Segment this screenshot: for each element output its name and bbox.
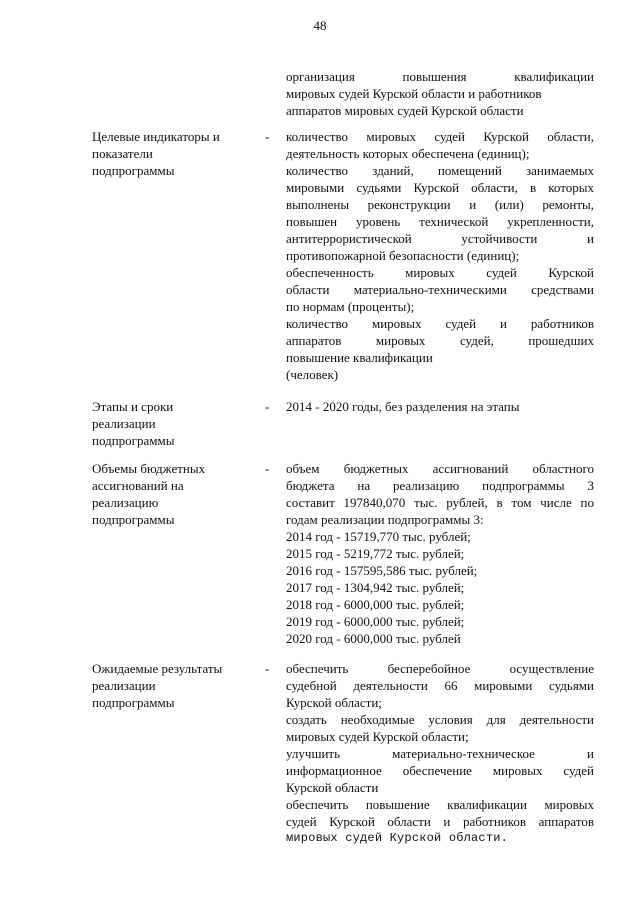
text-line: бюджета на реализацию подпрограммы 3 — [286, 478, 594, 493]
text-line: 2015 год - 5219,772 тыс. рублей; — [286, 546, 465, 561]
intro-paragraph — [286, 68, 594, 119]
text-line: количество мировых судей Курской области, — [286, 129, 594, 144]
text-line: организация повышения квалификации — [286, 69, 594, 84]
text-line: области материально-техническими средствами — [286, 282, 594, 297]
text-line: 2018 год - 6000,000 тыс. рублей; — [286, 597, 465, 612]
dash-separator: - — [265, 399, 270, 414]
section-label — [92, 398, 262, 449]
text-line: 2014 - 2020 годы, без разделения на этапы — [286, 399, 520, 414]
text-line: Курской области — [286, 780, 379, 795]
text-line: улучшить материально-техническое и — [286, 746, 594, 761]
label-line: реализации — [92, 678, 156, 693]
text-line: мировых судей Курской области и работников — [286, 86, 542, 101]
text-line: количество мировых судей и работников — [286, 316, 594, 331]
text-line: мировых судей Курской области. — [286, 831, 509, 845]
section-label — [92, 128, 262, 179]
text-line: деятельность которых обеспечена (единиц); — [286, 146, 530, 161]
dash-separator: - — [265, 461, 270, 476]
section-content — [286, 460, 594, 647]
label-line: подпрограммы — [92, 163, 175, 178]
text-line: аппаратов мировых судей Курской области — [286, 103, 524, 118]
label-line: ассигнований на — [92, 478, 184, 493]
text-line: Курской области; — [286, 695, 382, 710]
text-line: противопожарной безопасности (единиц); — [286, 248, 520, 263]
text-line: объем бюджетных ассигнований областного — [286, 461, 594, 476]
section-content — [286, 398, 594, 415]
text-line: обеспечить повышение квалификации мировых — [286, 797, 594, 812]
text-line: 2014 год - 15719,770 тыс. рублей; — [286, 529, 471, 544]
text-line: аппаратов мировых судей, прошедших — [286, 333, 594, 348]
text-line: 2019 год - 6000,000 тыс. рублей; — [286, 614, 465, 629]
label-line: Ожидаемые результаты — [92, 661, 223, 676]
text-line: мировых судей Курской области; — [286, 729, 469, 744]
text-line: 2020 год - 6000,000 тыс. рублей — [286, 631, 461, 646]
text-line: количество зданий, помещений занимаемых — [286, 163, 594, 178]
text-line: повышение квалификации — [286, 350, 433, 365]
text-line: обеспечить бесперебойное осуществление — [286, 661, 594, 676]
label-line: реализации — [92, 416, 156, 431]
label-line: показатели — [92, 146, 153, 161]
text-line: антитеррористической устойчивости и — [286, 231, 594, 246]
text-line: создать необходимые условия для деятельности — [286, 712, 594, 727]
text-line: выполнены реконструкции и (или) ремонты, — [286, 197, 594, 212]
label-line: Целевые индикаторы и — [92, 129, 220, 144]
text-line: повышен уровень технической укрепленности, — [286, 214, 594, 229]
section-label — [92, 460, 262, 528]
label-line: подпрограммы — [92, 512, 175, 527]
text-line: составит 197840,070 тыс. рублей, в том числе по — [286, 495, 594, 510]
text-line: 2017 год - 1304,942 тыс. рублей; — [286, 580, 465, 595]
text-line: 2016 год - 157595,586 тыс. рублей; — [286, 563, 478, 578]
label-line: Этапы и сроки — [92, 399, 174, 414]
dash-separator: - — [265, 129, 270, 144]
page-number: 48 — [313, 18, 327, 33]
label-line: подпрограммы — [92, 695, 175, 710]
text-line: информационное обеспечение мировых судей — [286, 763, 594, 778]
text-line: годам реализации подпрограммы 3: — [286, 512, 484, 527]
text-line: обеспеченность мировых судей Курской — [286, 265, 594, 280]
section-content — [286, 660, 594, 847]
label-line: Объемы бюджетных — [92, 461, 206, 476]
label-line: подпрограммы — [92, 433, 175, 448]
text-line: (человек) — [286, 367, 339, 382]
text-line: судей Курской области и работников аппаратов — [286, 814, 594, 829]
dash-separator: - — [265, 661, 270, 676]
text-line: мировыми судьями Курской области, в которых — [286, 180, 594, 195]
text-line: по нормам (проценты); — [286, 299, 415, 314]
text-line: судебной деятельности 66 мировыми судьями — [286, 678, 594, 693]
section-label — [92, 660, 262, 711]
label-line: реализацию — [92, 495, 159, 510]
section-content — [286, 128, 594, 383]
